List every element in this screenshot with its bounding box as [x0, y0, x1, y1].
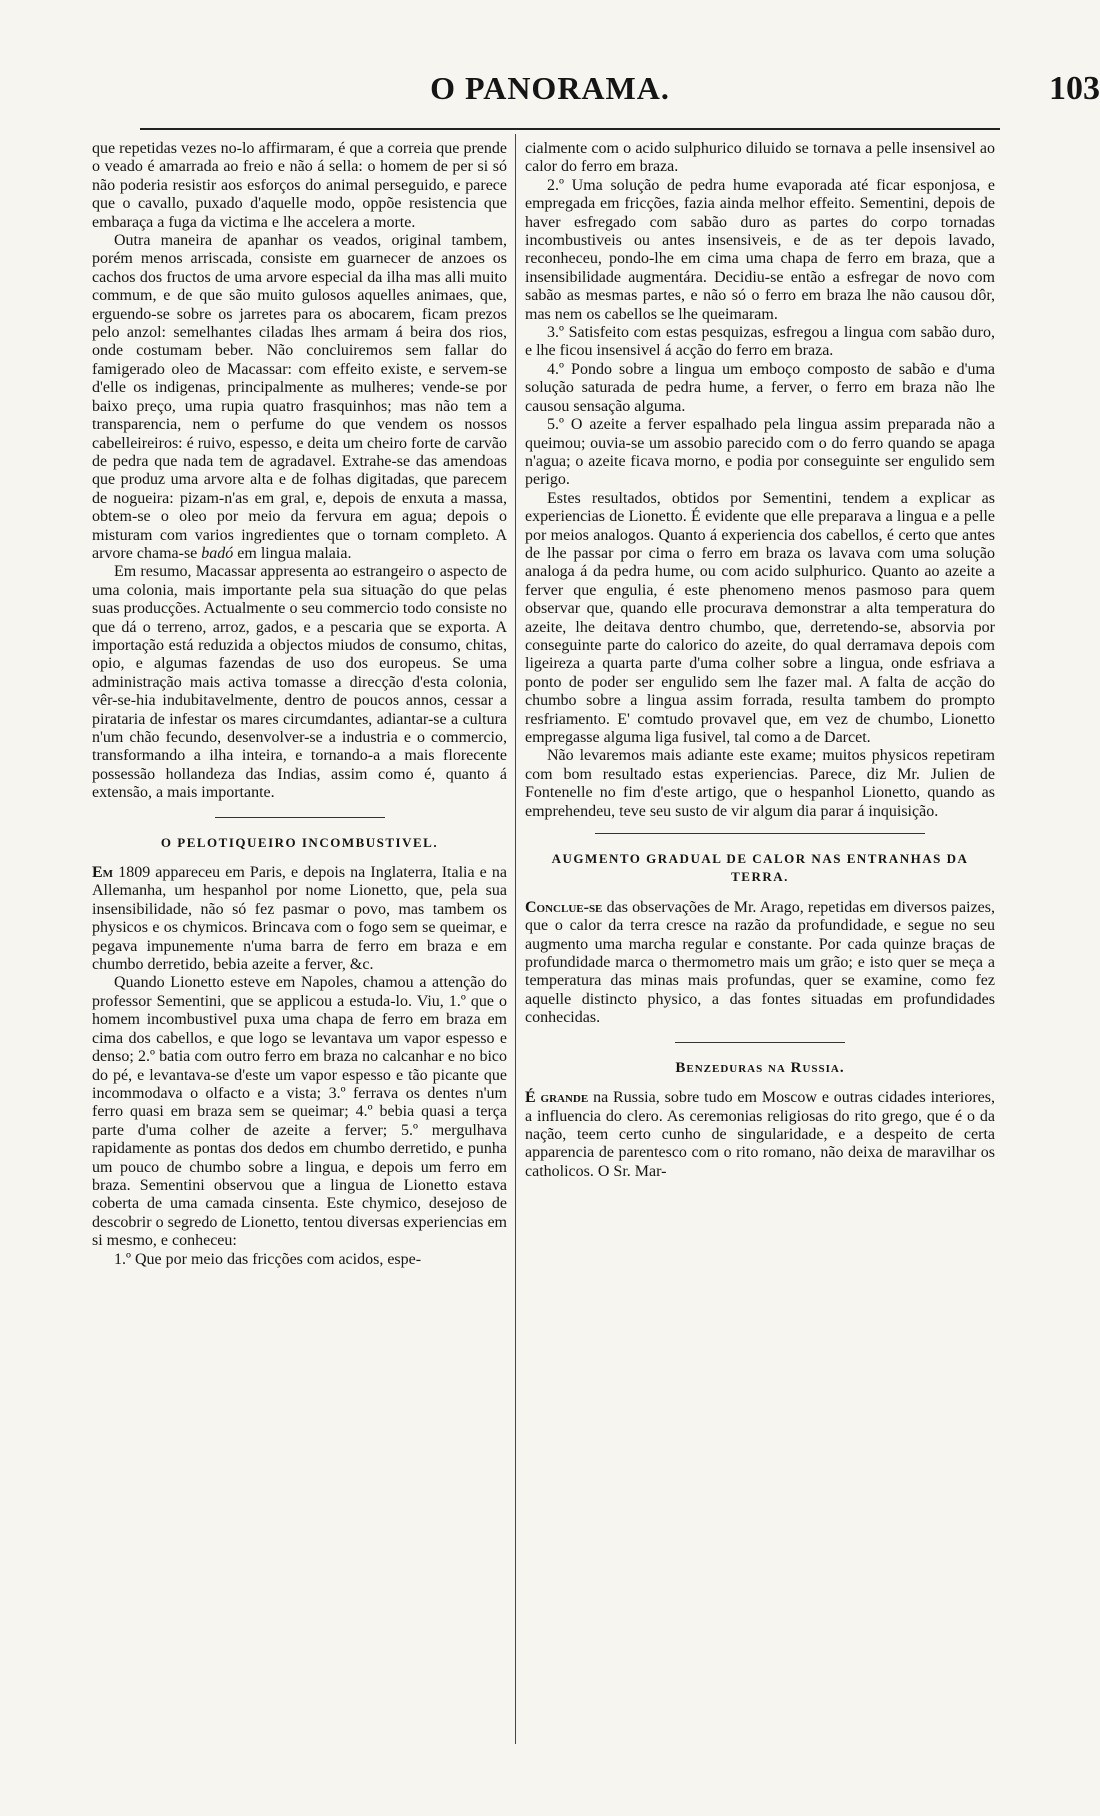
paragraph: Em resumo, Macassar appresenta ao estrangeiro o aspecto de uma colonia, mais importante pela sua situação do que pelas suas producções. Actualmente o seu commercio todo consiste no que dá o terreno, arroz, gados, e a pescaria que se exporta. A importação está reduzida a objectos miudos de consumo, chitas, opio, e algumas fazendas de uso dos europeus. Se uma administração mais activa tomasse a direcção d'esta colonia, vêr-se-hia indubitavelmente, dentro de poucos annos, cessar a pirataria de infestar os mares circumdantes, adiantar-se a cultura n'um chão fecundo, desenvolver-se a industria e o commercio, transformando a ilha inteira, e tornando-a a mais florecente possessão hollandeza das Indias, assim como é, quanto á extensão, a mais importante. [92, 563, 507, 802]
paragraph: 5.º O azeite a ferver espalhado pela lingua assim preparada não a queimou; ouvia-se um assobio parecido com o do ferro quando se apaga n'agua; o azeite ficava morno, e podia por conseguinte ser engulido sem perigo. [525, 416, 995, 489]
paragraph: Não levaremos mais adiante este exame; muitos physicos repetiram com bom resultado estas experiencias. Parece, diz Mr. Julien de Fontenelle no fim d'este artigo, que o hespanhol Lionetto, quando as emprehendeu, teve seu susto de vir algum dia parar á inquisição. [525, 747, 995, 820]
paragraph-text: das observações de Mr. Arago, repetidas em diversos paizes, que o calor da terra cresce na razão da profundidade, e segue no seu augmento uma marcha regular e constante. Por cada quinze braças de profundidade marca o thermometro mais um grão; e isto quer se meça a temperatura das minas mais profundas, quer se examine, como fez aquelle distincto physico, a das fontes situadas em profundidades conhecidas. [525, 898, 996, 1027]
section-title: Benzeduras na Russia. [675, 1059, 845, 1076]
section-separator [215, 817, 385, 818]
column-divider [515, 134, 516, 1744]
paragraph: 3.º Satisfeito com estas pesquizas, esfregou a lingua com sabão duro, e lhe ficou insensivel á acção do ferro em braza. [525, 324, 995, 360]
paragraph [92, 232, 507, 563]
paragraph: 2.º Uma solução de pedra hume evaporada até ficar esponjosa, e empregada em fricções, fazia ainda melhor effeito. Sementini, depois de haver esfregado com sabão duro as partes do corpo tornadas incombustiveis ou antes insensiveis, e de as ter depois lavado, reconheceu, pondo-lhe em cima uma chapa de ferro em braza, que a insensibilidade augmentára. Decidiu-se então a esfregar de novo com sabão as mesmas partes, e não só o ferro em braza lhe não causou dôr, mas nem os cabellos se lhe queimaram. [525, 176, 995, 323]
lead-word: É grande [525, 1089, 589, 1107]
left-column [92, 140, 507, 1269]
paragraph: 1.º Que por meio das fricções com acidos, espe- [114, 1250, 422, 1268]
lead-word: Conclue-se [525, 898, 603, 916]
paragraph: cialmente com o acido sulphurico diluido se tornava a pelle insensivel ao calor do ferro em braza. [525, 140, 995, 176]
page-number: 103 [1049, 70, 1100, 107]
paragraph: 4.º Pondo sobre a lingua um emboço composto de sabão e d'uma solução saturada de pedra hume, a ferver, o ferro em braza não lhe causou sensação alguma. [525, 360, 995, 415]
header-rule [140, 128, 1000, 130]
paragraph-text: em lingua malaia. [237, 544, 352, 562]
paragraph: Estes resultados, obtidos por Sementini, tendem a explicar as experiencias de Lionetto. É evidente que elle preparava a lingua e a pelle por meios analogos. Quanto á experiencia dos cabellos, é certo que antes de lhe passar por cima o ferro em braza os lavava com uma solução analoga á da pedra hume, ou com acido sulphurico. Quanto ao azeite a ferver que engulia, é este phenomeno menos pasmoso para quem observar que, quando elle procurava demonstrar a alta temperatura do azeite, lhe deitava dentro chumbo, que, derretendo-se, absorvia por conseguinte parte do calorico do azeite, do qual derramava depois com ligeireza a quarta parte d'uma colher sobre a lingua, onde esfriava a ponto de poder ser engulido sem lhe fazer mal. A falta de acção do chumbo sobre a lingua assim forrada, resulta tambem do prompto resfriamento. E' comtudo provavel que, em vez de chumbo, Lionetto empregasse alguma liga fusivel, tal como a de Darcet. [525, 489, 995, 746]
right-column [525, 140, 995, 1181]
paragraph [525, 1089, 995, 1181]
section-separator [675, 1042, 845, 1043]
paragraph: Quando Lionetto esteve em Napoles, chamou a attenção do professor Sementini, que se applicou a estuda-lo. Viu, 1.º que o homem incombustivel puxa uma chapa de ferro em braza em cima dos cabellos, e que logo se levantava um vapor espesso e denso; 2.º batia com outro ferro em braza no calcanhar e no bico do pé, e levantava-se d'este um vapor espesso e tão picante que incommodava o olfacto e a vista; 3.º ferrava os dentes n'um ferro quasi em braza sem se queimar; 4.º bebia quasi a terça parte d'uma colher de azeite a ferver; 5.º mergulhava rapidamente as pontas dos dedos em chumbo derretido, e punha um pouco de chumbo sobre a lingua, e depois um ferro em braza. Sementini observou que a lingua de Lionetto estava coberta de uma camada cinsenta. Este chymico, desejoso de descobrir o segredo de Lionetto, tentou diversas experiencias em si mesmo, e conheceu: [92, 974, 507, 1250]
section-title: AUGMENTO GRADUAL DE CALOR NAS ENTRANHAS DA TERRA. [551, 851, 969, 885]
lead-word: Em [92, 864, 114, 882]
paragraph-text: na Russia, sobre tudo em Moscow e outras cidades interiores, a influencia do clero. As ceremonias religiosas do rito grego, que é o da nação, teem certo cunho de singularidade, e a despeito de certa apparencia de parentesco com o rito romano, não deixa de maravilhar os catholicos. O Sr. Mar- [525, 1089, 996, 1180]
paragraph-text: 1809 appareceu em Paris, e depois na Inglaterra, Italia e na Allemanha, um hespanhol por nome Lionetto, que, pela sua insensibilidade, não só fez pasmar o povo, mas tambem os physicos e os chymicos. Brincava com o fogo sem se queimar, e pegava impunemente n'uma barra de ferro em braza e em chumbo derretido, bebia azeite a ferver, &c. [92, 864, 508, 974]
page-title: O PANORAMA. [430, 70, 670, 106]
paragraph [525, 899, 995, 1028]
page-header [0, 70, 1100, 122]
section-separator [595, 833, 925, 834]
paragraph-text: Outra maneira de apanhar os veados, original tambem, porém menos arriscada, consiste em guarnecer de anzoes os cachos dos fructos de uma arvore especial da ilha mas alli muito commum, e de que são muito gulosos aquelles animaes, que, erguendo-se sobre os jarretes para os abocarem, ficam prezos pelo anzol: semelhantes ciladas lhes armam á beira dos rios, onde costumam beber. Não concluiremos sem fallar do famigerado oleo de Macassar: com effeito existe, e servem-se d'elle os indigenas, principalmente as mulheres; vende-se por baixo preço, uma rupia quatro frasquinhos; mas não tem a transparencia, nem o perfume do que vendem os nossos cabelleireiros: é ruivo, espesso, e deita um cheiro forte de carvão de pedra que nada tem de agradavel. Extrahe-se das amendoas que produz uma arvore alta e de folhas digitadas, que parecem de nogueira: pizam-n'as em gral, e, depois de enxuta a massa, obtem-se o oleo por meio da fervura em agua; depois o misturam com varios ingredientes que o tornam completo. A arvore chama-se [92, 232, 507, 562]
italic-term: badó [201, 544, 234, 562]
section-title: O PELOTIQUEIRO INCOMBUSTIVEL. [160, 834, 439, 850]
paragraph [92, 864, 507, 974]
paragraph: que repetidas vezes no-lo affirmaram, é que a correia que prende o veado é amarrada ao freio e não á sella: o homem de per si só não poderia resistir aos esforços do animal perseguido, e parece que o cavallo, puxado d'aquelle modo, oppõe resistencia que embaraça a fuga da victima e lhe accelera a morte. [92, 140, 507, 231]
